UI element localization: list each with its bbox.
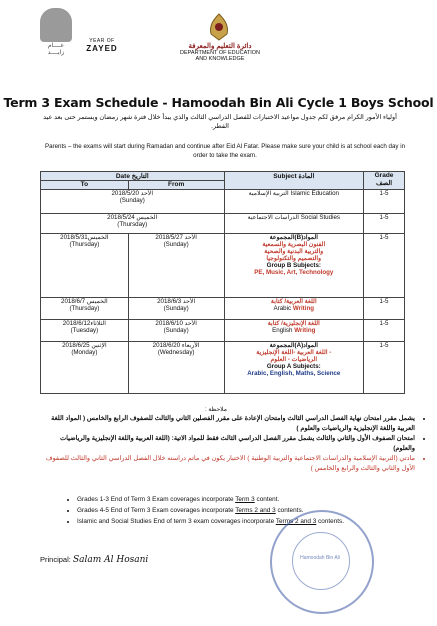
subject-group-list: Arabic, English, Maths, Science (247, 370, 341, 377)
department-name-ar: دائرة التعليم والمعرفة (188, 43, 252, 50)
subject-group-label: Group B Subjects: (266, 262, 321, 269)
note-ar-item: • مادتي (التربية الإسلامية والدراسات الاجتماعية والتربية الوطنية ) الاختبار يكون في ماتم دراسته خلال الفصل الدراسي الثاني والثالث للصفوف الأول والثاني والثالث والرابع والخامس ) (40, 454, 415, 473)
subject-line-ar: والتصميم والتكنولوجيا (266, 255, 322, 262)
department-name-en-1: DEPARTMENT OF EDUCATION (180, 50, 260, 56)
principal-signature: Salam Al Hosani (72, 555, 149, 565)
header-date: Date التاريخ (41, 172, 225, 181)
subject-line-ar: الفنون البصرية والسمعية (262, 241, 326, 248)
table-row (41, 214, 405, 234)
subject-cell (224, 320, 364, 342)
subject-en: Islamic Education (290, 190, 339, 197)
zayed-year-label: YEAR OF (89, 38, 115, 44)
grade-cell: 1-5 (364, 214, 405, 234)
date-to-cell (41, 298, 129, 320)
grade-cell: 1-5 (364, 190, 405, 214)
note-ar-item: • امتحان الصفوف الأول والثاني والثالث يشمل مقرر الفصل الدراسي الثالث فقط للمواد الاتية: (اللغة العربية واللغة الإنجليزية والرياضيات والعلوم) (40, 434, 415, 453)
subject-group-label: Group A Subjects: (266, 363, 321, 370)
subject-line-ar: والتربية البدنية والصحية (264, 248, 324, 255)
school-stamp-text: Hamoodah Bin Ali (300, 555, 340, 561)
date-to-en: (Tuesday) (70, 327, 99, 334)
subject-ar: التربية الإسلامية (248, 190, 289, 197)
date-to-cell (41, 234, 129, 298)
date-cell (41, 214, 225, 234)
notes-english-list (65, 494, 427, 527)
subject-ar: الدراسات الاجتماعية (247, 214, 300, 221)
date-from-en: (Sunday) (163, 241, 189, 248)
grade-cell: 1-5 (364, 234, 405, 298)
note-en-underlined: Terms 2 and 3 (275, 518, 317, 525)
date-from-ar: الأحد 2018/5/20 (111, 190, 154, 197)
note-en-text: Islamic and Social Studies End of term 3 exam coverages incorporate (77, 518, 276, 525)
table-row (41, 190, 405, 214)
intro-arabic: أولياء الأمور الكرام مرفق لكم جدول مواعيد الاختبارات للفصل الدراسي الثالث والذي يبدأ خلال فترة شهر رمضان ويستمر حتى بعد عيد الفطر. (43, 114, 397, 130)
note-en-item (77, 494, 427, 505)
table-row (41, 234, 405, 298)
subject-head-ar: المجموعة(A)المواد (269, 342, 318, 349)
date-to-ar: الخميس 2018/6/7 (61, 298, 108, 305)
subject-ar: اللغة الإنجليزية/ كتابة (267, 320, 320, 327)
date-from-en: (Sunday) (119, 197, 145, 204)
date-from-ar: الأحد 2018/6/10 (155, 320, 197, 327)
note-en-tail: contents. (275, 507, 304, 514)
date-from-ar: الأحد 2018/6/3 (157, 298, 196, 305)
date-to-ar: الخميس2018/5/31 (60, 234, 109, 241)
table-row (41, 342, 405, 394)
emblem-icon (205, 12, 233, 42)
subject-en: Arabic (273, 305, 293, 312)
department-name-en-2: AND KNOWLEDGE (195, 56, 245, 62)
zayed-name-label: ZAYED (86, 44, 118, 53)
date-from-ar: الخميس 2018/5/24 (107, 214, 158, 221)
date-to-en: (Thursday) (69, 305, 100, 312)
principal-label: Principal: (40, 555, 73, 564)
date-to-ar: الثلاثاء2018/6/12 (62, 320, 107, 327)
subject-en-highlight: Writing (294, 327, 316, 334)
year-of-zayed-logo (82, 38, 122, 53)
subject-ar: اللغة العربية/ كتابة (270, 298, 317, 305)
subject-en: English (272, 327, 295, 334)
date-from-cell (128, 234, 224, 298)
note-en-item (77, 505, 427, 516)
header-grade: Grade الصف (364, 172, 405, 190)
subject-en: Social Studies (300, 214, 340, 221)
note-en-underlined: Terms 2 and 3 (235, 507, 276, 514)
date-from-ar: الأحد 2018/5/27 (155, 234, 197, 241)
subject-group-list: PE, Music, Art, Technology (254, 269, 334, 276)
date-to-en: (Monday) (71, 349, 98, 356)
table-row (41, 320, 405, 342)
date-from-cell (128, 342, 224, 394)
date-from-en: (Wednesday) (157, 349, 195, 356)
zayed-portrait (40, 8, 72, 42)
subject-head-ar: المجموعة(B)المواد (269, 234, 318, 241)
date-from-ar: الأربعاء 2018/6/20 (152, 342, 200, 349)
note-en-tail: content. (254, 496, 280, 503)
table-header-row (41, 172, 405, 181)
year-badge: عــــام زايــــد (47, 43, 65, 56)
date-from-cell (128, 320, 224, 342)
subject-line-ar: الرياضيات - العلوم (270, 356, 318, 363)
subject-cell (224, 298, 364, 320)
exam-schedule-table (40, 171, 405, 394)
date-to-cell (41, 320, 129, 342)
note-en-text: Grades 4-5 End of Term 3 Exam coverages incorporate (77, 507, 236, 514)
department-block (180, 44, 260, 62)
date-from-en: (Thursday) (117, 221, 148, 228)
subject-cell (224, 342, 364, 394)
date-from-cell (128, 298, 224, 320)
page-title: Term 3 Exam Schedule - Hamoodah Bin Ali Cycle 1 Boys School (3, 95, 434, 110)
note-en-underlined: Term 3 (235, 496, 255, 503)
subject-cell (224, 214, 364, 234)
note-ar-item: • يشمل مقرر امتحان نهاية الفصل الدراسي الثالث وامتحان الإعادة على مقرر الفصلين الثاني والثالث للصفوف الرابع والخامس ( المواد اللغة العربية واللغة الإنجليزية والرياضيات والعلوم ) (40, 414, 415, 433)
note-en-text: Grades 1-3 End of Term 3 Exam coverages incorporate (77, 496, 236, 503)
notes-heading: ملاحظة : (205, 407, 227, 413)
principal-line (40, 555, 148, 565)
date-to-en: (Thursday) (69, 241, 100, 248)
date-to-ar: الإثنين 2018/6/25 (62, 342, 107, 349)
intro-english: Parents – the exams will start during Ramadan and continue after Eid Al Fatar. Please make sure your child is at school each day in order to take the exam. (44, 143, 406, 159)
grade-cell: 1-5 (364, 320, 405, 342)
notes-arabic-list (40, 414, 427, 474)
note-en-tail: contents. (316, 518, 345, 525)
date-from-en: (Sunday) (163, 305, 189, 312)
date-cell (41, 190, 225, 214)
note-en-item (77, 516, 427, 527)
date-from-en: (Sunday) (163, 327, 189, 334)
table-row (41, 298, 405, 320)
header-from: From (128, 181, 224, 190)
date-to-cell (41, 342, 129, 394)
subject-line-ar: اللغة العربية -اللغة الإنجليزية - (256, 349, 332, 356)
subject-en-highlight: Writing (292, 305, 315, 312)
subject-cell (224, 234, 364, 298)
header-subject: Subject المادة (224, 172, 364, 190)
header-to: To (41, 181, 129, 190)
grade-cell: 1-5 (364, 342, 405, 394)
grade-cell: 1-5 (364, 298, 405, 320)
school-stamp-inner (292, 532, 350, 590)
subject-cell (224, 190, 364, 214)
